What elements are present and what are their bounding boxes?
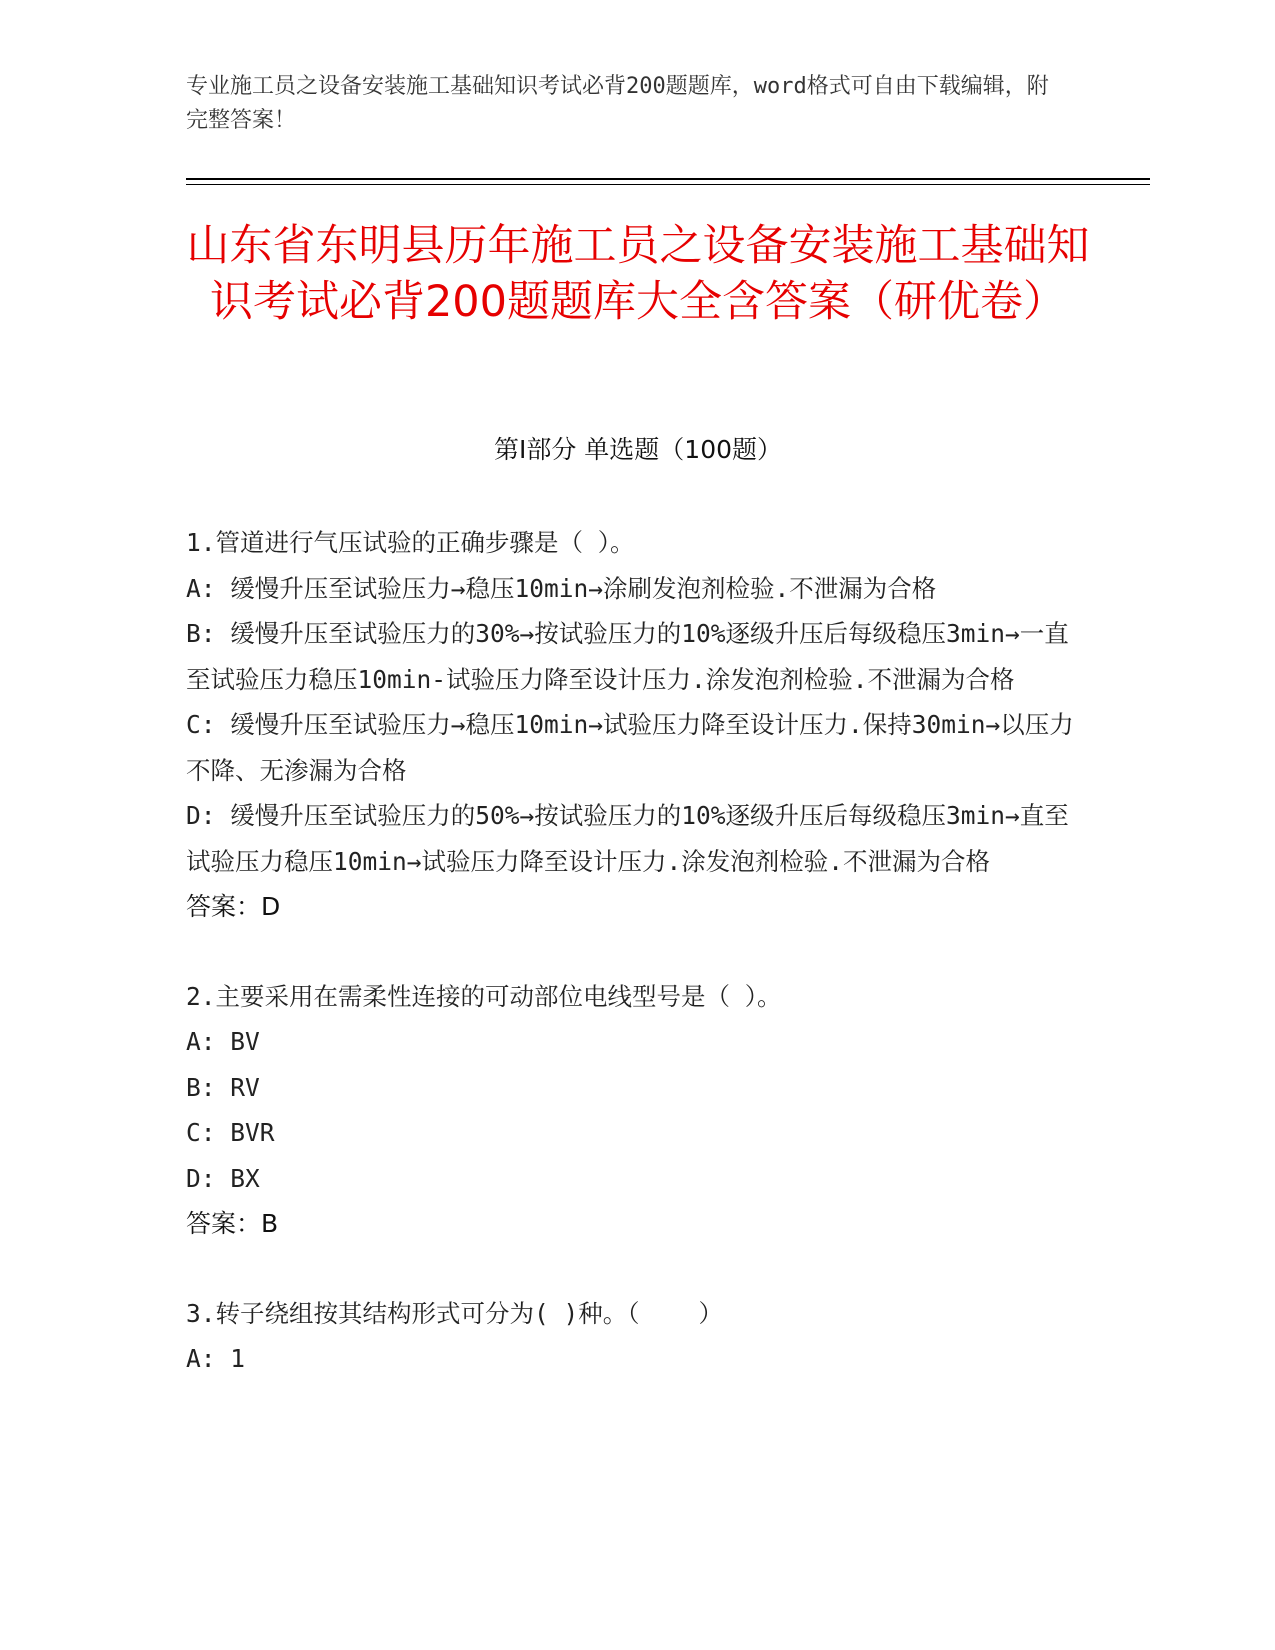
option-a: A: BV	[186, 1027, 260, 1056]
option-a: A: 1	[186, 1344, 246, 1373]
header-divider-thin	[186, 184, 1150, 185]
question-item	[186, 1291, 1082, 1382]
option-d: D: 缓慢升压至试验压力的50%→按试验压力的10%逐级升压后每级稳压3min→直至试验压力稳压10min→试验压力降至设计压力.涂发泡剂检验.不泄漏为合格	[186, 801, 1069, 876]
question-item	[186, 974, 1082, 1247]
section-title: 第I部分 单选题（100题）	[493, 435, 783, 464]
question-item	[186, 520, 1082, 930]
question-stem: 1.管道进行气压试验的正确步骤是（ ）。	[186, 528, 635, 557]
question-stem: 3.转子绕组按其结构形式可分为( )种。（ ）	[186, 1298, 724, 1328]
answer-label: 答案：B	[186, 1209, 279, 1238]
option-d: D: BX	[186, 1163, 260, 1193]
document-title: 山东省东明县历年施工员之设备安装施工基础知识考试必背200题题库大全含答案（研优卷）	[186, 221, 1090, 327]
option-a: A: 缓慢升压至试验压力→稳压10min→涂刷发泡剂检验.不泄漏为合格	[186, 573, 937, 603]
question-stem: 2.主要采用在需柔性连接的可动部位电线型号是（ ）。	[186, 981, 782, 1011]
header-note: 专业施工员之设备安装施工基础知识考试必背200题题库，word格式可自由下载编辑，附完整答案！	[186, 74, 1049, 133]
option-b: B: 缓慢升压至试验压力的30%→按试验压力的10%逐级升压后每级稳压3min→一直至试验压力稳压10min-试验压力降至设计压力.涂发泡剂检验.不泄漏为合格	[186, 619, 1069, 694]
answer-label: 答案：D	[186, 892, 281, 921]
option-b: B: RV	[186, 1072, 260, 1102]
question-list	[186, 520, 1082, 1426]
option-c: C: BVR	[186, 1118, 275, 1147]
header-divider	[186, 178, 1150, 180]
option-c: C: 缓慢升压至试验压力→稳压10min→试验压力降至设计压力.保持30min→以压力不降、无渗漏为合格	[186, 710, 1074, 785]
